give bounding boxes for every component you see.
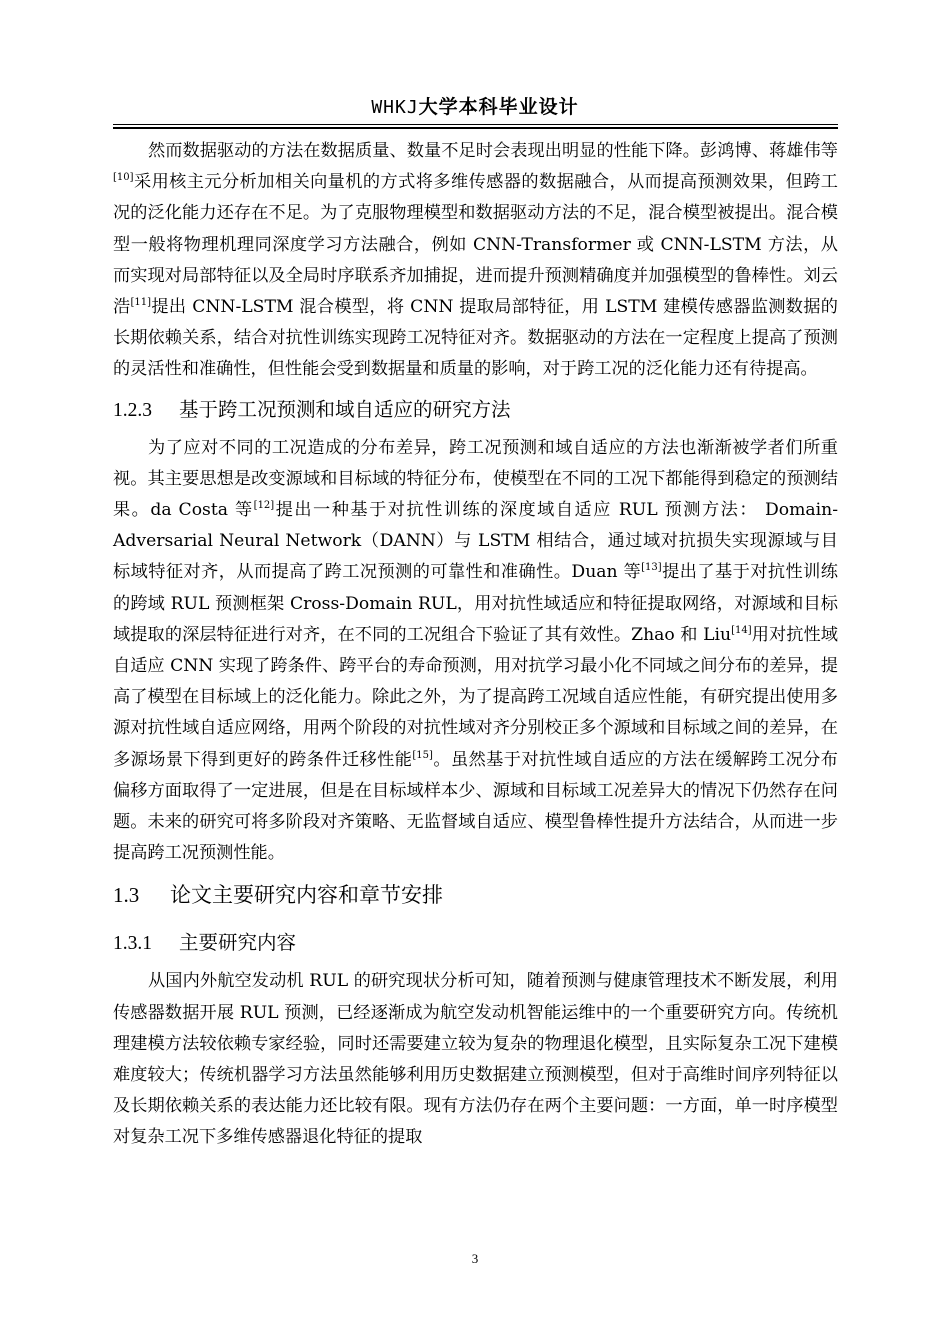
heading-number: 1.2.3 <box>113 399 152 421</box>
page-number: 3 <box>471 1251 479 1266</box>
body-paragraph <box>113 966 838 1153</box>
paragraph-text: 提出一种基于对抗性训练的深度域自适应 RUL 预测方法： Domain- Adversarial Neural Network（DANN）与 LSTM 相结合，通过域对抗损失实现源域与目标域特征对齐，从而提高了跨工况预测的可靠性和准确性。Duan 等 <box>113 500 839 583</box>
citation-ref: [10] <box>113 172 134 184</box>
citation-ref: [13] <box>641 562 662 574</box>
section-heading <box>113 869 838 919</box>
subsection-heading <box>113 919 838 966</box>
header-rule-thick <box>113 127 838 129</box>
citation-ref: [14] <box>731 624 752 636</box>
document-body <box>113 136 838 1154</box>
subsection-heading <box>113 386 838 433</box>
citation-ref: [11] <box>130 297 152 309</box>
heading-text: 基于跨工况预测和域自适应的研究方法 <box>179 397 511 421</box>
page-header <box>0 92 950 119</box>
paragraph-text: 。虽然基于对抗性域自适应的方法在缓解跨工况分布偏移方面取得了一定进展，但是在目标域样本少、源域和目标域工况差异大的情况下仍然存在问题。未来的研究可将多阶段对齐策略、无监督域自适应、模型鲁棒性提升方法结合，从而进一步提高跨工况预测性能。 <box>113 749 838 864</box>
citation-ref: [15] <box>412 749 433 761</box>
paragraph-text: 用对抗性域自适应 CNN 实现了跨条件、跨平台的寿命预测，用对抗学习最小化不同域之间分布的差异，提高了模型在目标域上的泛化能力。除此之外，为了提高跨工况域自适应性能，有研究提出使用多源对抗性域自适应网络，用两个阶段的对抗性域对齐分别校正多个源域和目标域之间的差异，在多源场景下得到更好的跨条件迁移性能 <box>113 624 838 770</box>
header-title: 大学本科毕业设计 <box>418 96 579 118</box>
paragraph-text: 从国内外航空发动机 RUL 的研究现状分析可知，随着预测与健康管理技术不断发展，利用传感器数据开展 RUL 预测，已经逐渐成为航空发动机智能运维中的一个重要研究方向。传统机理建模方法较依赖专家经验，同时还需要建立较为复杂的物理退化模型，且实际复杂工况下建模难度较大；传统机器学习方法虽然能够利用历史数据建立预测模型，但对于高维时间序列特征以及长期依赖关系的表达能力还比较有限。现有方法仍存在两个主要问题：一方面，单一时序模型对复杂工况下多维传感器退化特征的提取 <box>113 971 838 1148</box>
paragraph-text: 为了应对不同的工况造成的分布差异，跨工况预测和域自适应的方法也渐渐被学者们所重视。其主要思想是改变源域和目标域的特征分布，使模型在不同的工况下都能得到稳定的预测结果。da Costa 等 <box>113 437 838 521</box>
citation-ref: [12] <box>253 500 275 512</box>
paragraph-text: 然而数据驱动的方法在数据质量、数量不足时会表现出明显的性能下降。彭鸿博、蒋雄伟等 <box>148 141 838 161</box>
body-paragraph <box>113 136 838 386</box>
heading-text: 主要研究内容 <box>179 931 297 955</box>
paragraph-text: 提出 CNN-LSTM 混合模型，将 CNN 提取局部特征，用 LSTM 建模传感器监测数据的长期依赖关系，结合对抗性训练实现跨工况特征对齐。数据驱动的方法在一定程度上提高了预测的灵活性和准确性，但性能会受到数据量和质量的影响，对于跨工况的泛化能力还有待提高。 <box>113 297 838 380</box>
header-rule-thin <box>113 124 838 125</box>
heading-number: 1.3 <box>113 883 140 908</box>
body-paragraph <box>113 433 838 870</box>
paragraph-text: 采用核主元分析加相关向量机的方式将多维传感器的数据融合，从而提高预测效果，但跨工况的泛化能力还存在不足。为了克服物理模型和数据驱动方法的不足，混合模型被提出。混合模型一般将物理机理同深度学习方法融合，例如 CNN-Transformer 或 CNN-LSTM 方法，从而实现对局部特征以及全局时序联系齐加捕捉，进而提升预测精确度并加强模型的鲁棒性。刘云浩 <box>113 172 838 318</box>
heading-text: 论文主要研究内容和章节安排 <box>170 883 443 908</box>
header-brand: WHKJ <box>371 97 419 118</box>
heading-number: 1.3.1 <box>113 933 152 955</box>
paragraph-text: 提出了基于对抗性训练的跨域 RUL 预测框架 Cross-Domain RUL，用对抗性域适应和特征提取网络，对源域和目标域提取的深层特征进行对齐，在不同的工况组合下验证了其有效性。Zhao 和 Liu <box>113 562 838 645</box>
